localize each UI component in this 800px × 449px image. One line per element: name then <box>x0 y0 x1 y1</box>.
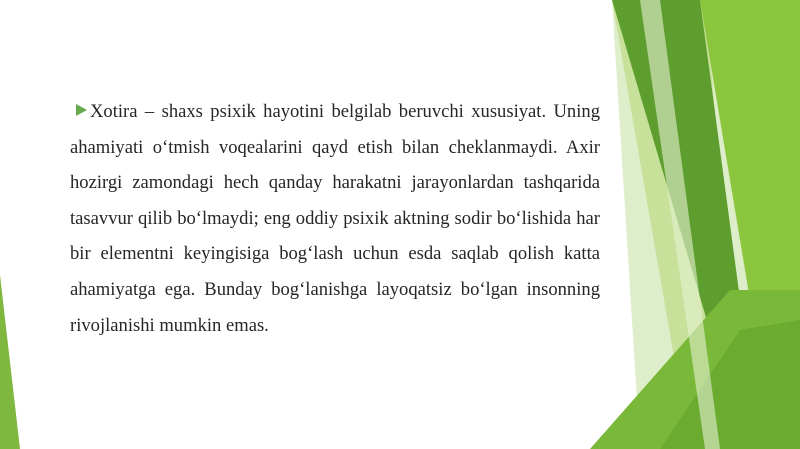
triangle-bullet-icon <box>76 104 87 116</box>
slide-content <box>70 94 600 343</box>
slide-paragraph <box>70 94 600 343</box>
left-edge-stripe <box>0 275 20 449</box>
paragraph-text: Xotira – shaxs psixik hayotini belgilab beruvchi xususiyat. Uning ahamiyati o‘tmish voqealarini qayd etish bilan cheklanmaydi. Axir hozirgi zamondagi hech qanday harakatni jarayonlardan tashqarida tasavvur qilib bo‘lmaydi; eng oddiy psixik aktning sodir bo‘lishida har bir elementni keyingisiga bog‘lash uchun esda saqlab qolish katta ahamiyatga ega. Bunday bog‘lanishga layoqatsiz bo‘lgan insonning rivojlanishi mumkin emas. <box>70 101 600 336</box>
